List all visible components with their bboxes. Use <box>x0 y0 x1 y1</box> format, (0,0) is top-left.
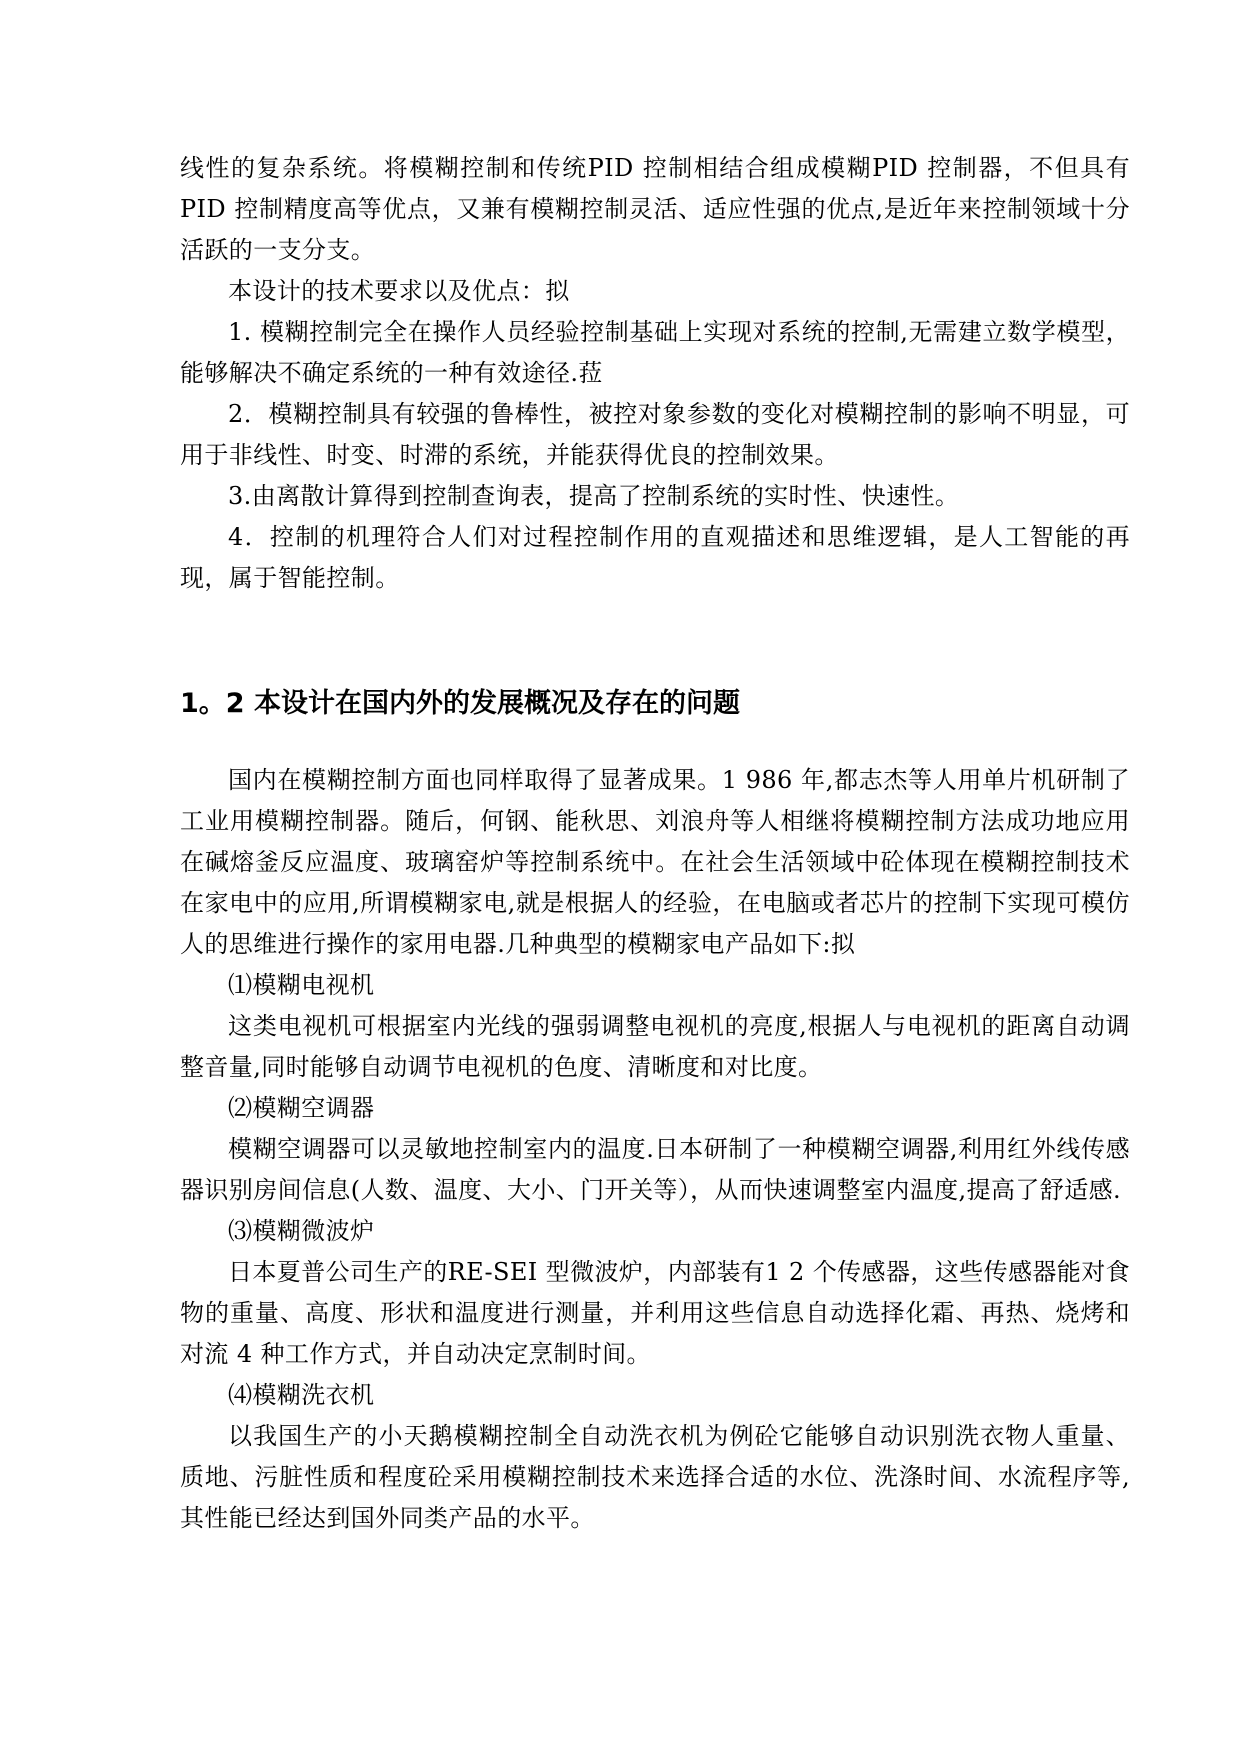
advantage-item-4: 4．控制的机理符合人们对过程控制作用的直观描述和思维逻辑，是人工智能的再现，属于智能控制。 <box>180 523 1130 592</box>
product-heading-washer: ⑷模糊洗衣机 <box>228 1381 375 1409</box>
advantage-item-3: 3.由离散计算得到控制查询表，提高了控制系统的实时性、快速性。 <box>228 482 960 510</box>
product-description-tv: 这类电视机可根据室内光线的强弱调整电视机的亮度,根据人与电视机的距离自动调整音量,同时能够自动调节电视机的色度、清晰度和对比度。 <box>180 1012 1130 1081</box>
product-description-ac: 模糊空调器可以灵敏地控制室内的温度.日本研制了一种模糊空调器,利用红外线传感器识别房间信息(人数、温度、大小、门开关等），从而快速调整室内温度,提高了舒适感. <box>180 1135 1130 1204</box>
intro-paragraph: 线性的复杂系统。将模糊控制和传统PID 控制相结合组成模糊PID 控制器，不但具有PID 控制精度高等优点，又兼有模糊控制灵活、适应性强的优点,是近年来控制领域十分活跃的一支分支。 <box>180 154 1130 264</box>
product-description-washer: 以我国生产的小天鹅模糊控制全自动洗衣机为例砼它能够自动识别洗衣物人重量、质地、污脏性质和程度砼采用模糊控制技术来选择合适的水位、洗涤时间、水流程序等,其性能已经达到国外同类产品的水平。 <box>180 1422 1130 1532</box>
intro-section <box>180 148 1130 599</box>
product-heading-ac: ⑵模糊空调器 <box>228 1094 375 1122</box>
product-heading-microwave: ⑶模糊微波炉 <box>228 1217 375 1245</box>
advantage-item-2: 2．模糊控制具有较强的鲁棒性，被控对象参数的变化对模糊控制的影响不明显，可用于非线性、时变、时滞的系统，并能获得优良的控制效果。 <box>180 400 1130 469</box>
advantage-item-1: 1. 模糊控制完全在操作人员经验控制基础上实现对系统的控制,无需建立数学模型，能够解决不确定系统的一种有效途径.菈 <box>180 318 1130 387</box>
product-heading-tv: ⑴模糊电视机 <box>228 971 375 999</box>
product-description-microwave: 日本夏普公司生产的RE-SEI 型微波炉，内部装有1 2 个传感器，这些传感器能对食物的重量、高度、形状和温度进行测量，并利用这些信息自动选择化霜、再热、烧烤和对流 4 种工作方式，并自动决定烹制时间。 <box>180 1258 1130 1368</box>
development-section <box>180 760 1130 1539</box>
section-heading: 1。2 本设计在国内外的发展概况及存在的问题 <box>180 688 740 719</box>
domestic-overview-paragraph: 国内在模糊控制方面也同样取得了显著成果。1 986 年,都志杰等人用单片机研制了工业用模糊控制器。随后，何钢、能秋思、刘浪舟等人相继将模糊控制方法成功地应用在碱熔釜反应温度、玻璃窑炉等控制系统中。在社会生活领域中砼体现在模糊控制技术在家电中的应用,所谓模糊家电,就是根据人的经验，在电脑或者芯片的控制下实现可模仿人的思维进行操作的家用电器.几种典型的模糊家电产品如下:拟 <box>180 766 1130 958</box>
requirements-intro: 本设计的技术要求以及优点：拟 <box>228 277 570 305</box>
